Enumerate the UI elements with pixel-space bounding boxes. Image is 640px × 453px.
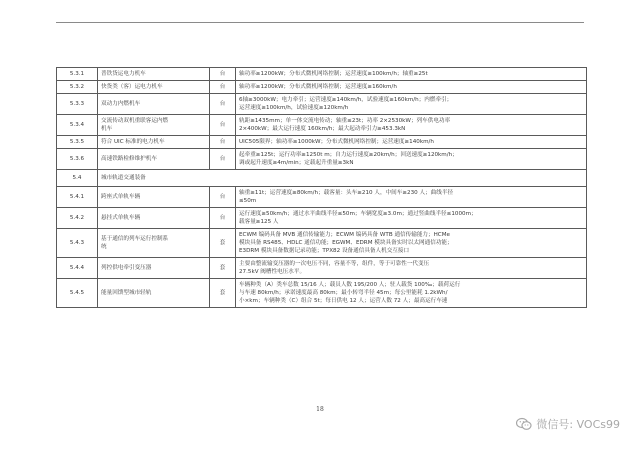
cell-req: 起牵重≥125t；运行功率≥1250t m；自力运行速度≥20km/h；回送速度≥120km/h； 调或起升速度≥4m/min；定载起升重量≥3kN xyxy=(236,149,587,170)
cell-code: 5.4.4 xyxy=(57,258,98,279)
table-row xyxy=(57,149,587,170)
cell-unit: 台 xyxy=(210,68,236,81)
cell-req: UIC505限界；轴功率≥1000kW；分布式微机网络控制；运营速度≥140km/h xyxy=(236,136,587,149)
cell-unit: 台 xyxy=(210,94,236,115)
cell-req: 车辆种类（A）类车总数 15/16 人；载员人数 195/200 人；驻人载货 100‰；载荷运行 与车速 80km/h；承诺速度最高 80km；最小转弯半径 45m；每公里能耗 1.2kWh/ 小×km；车辆种类（C）组合 5t；每日供电 12 人；运营人数 72 人；最高运行车速 xyxy=(236,279,587,308)
cell-name: 跨座式单轨车辆 xyxy=(98,187,210,208)
cell-name: 符合 UIC 标准的电力机车 xyxy=(98,136,210,149)
cell-req: ECWM 编码具备 MVB 通信传输能力；ECWM 编码具备 WTB 通信传输能力；HCMe 模块具备 RS485、HDLC 通信功能；EGWM、EDRM 模块具备实时以太网通信功能； E3DRM 模块具备数据记录功能；TPX82 设备通信具备人机交互接口 xyxy=(236,229,587,258)
cell-code: 5.3.1 xyxy=(57,68,98,81)
cell-unit: 台 xyxy=(210,208,236,229)
cell-req: 6轴≥3000kW；电力牵引；运营速度≥140km/h，试验速度≥160km/h；内燃牵引； 运营速度≥100km/h，试验速度≥120km/h xyxy=(236,94,587,115)
table-row xyxy=(57,229,587,258)
cell-code: 5.3.5 xyxy=(57,136,98,149)
cell-req: 轴重≥11t；运营速度≥80km/h；载客量：头车≥210 人，中间车≥230 人；曲线半径 ≤50m xyxy=(236,187,587,208)
table-row xyxy=(57,68,587,81)
table-row xyxy=(57,136,587,149)
wechat-icon xyxy=(516,417,532,431)
cell-code: 5.3.3 xyxy=(57,94,98,115)
table-row xyxy=(57,187,587,208)
cell-unit: 台 xyxy=(210,187,236,208)
section-row xyxy=(57,170,587,187)
cell-code: 5.3.2 xyxy=(57,81,98,94)
cell-req: 主要由整流输变压器的一次电压不同，容量不等，组件，等于可靠性一代变压 27.5kV 阀槽性电压水平。 xyxy=(236,258,587,279)
cell-req: 轴功率≥1200kW；分布式微机网络控制；运营速度≥160km/h xyxy=(236,81,587,94)
cell-unit: 套 xyxy=(210,258,236,279)
cell-name: 悬挂式单轨车辆 xyxy=(98,208,210,229)
table-row xyxy=(57,94,587,115)
cell-code: 5.3.6 xyxy=(57,149,98,170)
cell-unit: 台 xyxy=(210,81,236,94)
cell-code: 5.4.3 xyxy=(57,229,98,258)
section-code: 5.4 xyxy=(57,170,98,187)
equipment-spec-table xyxy=(56,67,587,308)
cell-name: 普铁货运电力机车 xyxy=(98,68,210,81)
table-row xyxy=(57,258,587,279)
page-number: 18 xyxy=(316,406,324,413)
cell-req: 轨距≥1435mm；单一体交流电传动；轴重≤23t；功率 2×2530kW；列车供电功率 2×400kW；最大运行速度 160km/h；最大起动牵引力≥453.3kN xyxy=(236,115,587,136)
cell-unit: 台 xyxy=(210,115,236,136)
table-row xyxy=(57,115,587,136)
cell-code: 5.4.5 xyxy=(57,279,98,308)
table-row xyxy=(57,279,587,308)
table-row xyxy=(57,81,587,94)
cell-name: 高速铁路检修维护机车 xyxy=(98,149,210,170)
watermark-text: 微信号: VOCs99 xyxy=(536,418,620,431)
cell-unit: 台 xyxy=(210,149,236,170)
section-title: 城市轨道交通装备 xyxy=(98,170,587,187)
cell-unit: 台 xyxy=(210,136,236,149)
cell-unit: 套 xyxy=(210,279,236,308)
cell-name: 能量回馈型城市轻轨 xyxy=(98,279,210,308)
cell-name: 交流传动双机重联客运内燃 机车 xyxy=(98,115,210,136)
cell-name: 基于通信的列车运行控制系 统 xyxy=(98,229,210,258)
cell-code: 5.4.2 xyxy=(57,208,98,229)
page-top-rule xyxy=(56,22,584,23)
watermark xyxy=(516,416,620,432)
cell-code: 5.4.1 xyxy=(57,187,98,208)
cell-code: 5.3.4 xyxy=(57,115,98,136)
cell-name: 快货类（客）运电力机车 xyxy=(98,81,210,94)
table-row xyxy=(57,208,587,229)
cell-unit: 套 xyxy=(210,229,236,258)
cell-name: 列控供电牵引变压器 xyxy=(98,258,210,279)
cell-req: 轴功率≥1200kW；分布式微机网络控制；运营速度≥100km/h；轴重≥25t xyxy=(236,68,587,81)
cell-name: 双动力内燃机车 xyxy=(98,94,210,115)
cell-req: 运行速度≥50km/h；通过水平曲线半径≤50m；车辆宽度≥3.0m；通过竖曲线半径≤1000m； 载客量≥125 人 xyxy=(236,208,587,229)
